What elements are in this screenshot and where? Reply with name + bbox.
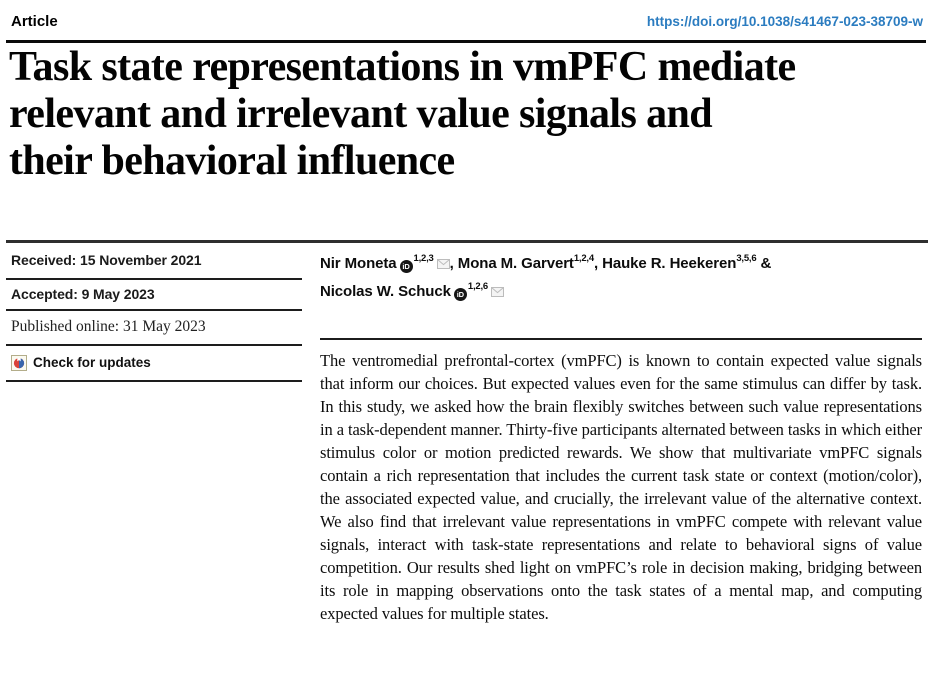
orcid-icon[interactable]: iD [454, 288, 467, 301]
paper-title-line-3: their behavioral influence [9, 138, 455, 184]
accepted-row [6, 280, 302, 311]
doi-link[interactable]: https://doi.org/10.1038/s41467-023-38709-w [646, 14, 923, 29]
metadata-column [6, 243, 302, 382]
author-name: Nir Moneta [320, 254, 397, 272]
author-affiliations: 1,2,4 [573, 252, 594, 264]
author-separator: , [593, 254, 603, 272]
paper-title [9, 44, 925, 185]
received-date: Received: 15 November 2021 [11, 252, 202, 268]
email-icon[interactable] [437, 253, 450, 276]
author-line-2 [320, 276, 922, 304]
author-affiliations: 3,5,6 [736, 252, 757, 264]
paper-title-line-2: relevant and irrelevant value signals and [9, 91, 713, 137]
accepted-date: Accepted: 9 May 2023 [11, 286, 155, 302]
author-line-1 [320, 248, 922, 276]
author-separator: & [756, 254, 772, 272]
published-row [6, 311, 302, 346]
abstract-text: The ventromedial prefrontal-cortex (vmPFC) is known to contain expected value signals that inform our choices. But expected values even for the same stimulus can differ by task. In this study, we asked how the brain flexibly switches between such value representations in a task-dependent manner. Thirty-five participants alternated between tasks in which either stimulus color or motion predicted rewards. We show that multivariate vmPFC signals contain a rich representation that includes the current task state or context (motion/color), the associated expected value, and crucially, the irrelevant value of the alternative context. We also find that irrelevant value representations in vmPFC compete with relevant value signals, interact with task-state representations and relate to behavioral signs of value competition. Our results shed light on vmPFC’s role in decision making, bridging between its role in mapping observations onto the task states of a mental map, and computing expected values for multiple states. [320, 351, 922, 623]
crossmark-icon [11, 355, 27, 371]
author-separator: , [449, 254, 458, 272]
author-affiliations: 1,2,6 [467, 280, 488, 292]
content-column [320, 243, 922, 626]
paper-title-line-1: Task state representations in vmPFC mediate [9, 44, 796, 90]
check-for-updates-label: Check for updates [33, 355, 151, 370]
header-divider [6, 40, 926, 43]
article-type-label: Article [11, 13, 58, 30]
page-header [11, 13, 923, 30]
orcid-icon[interactable]: iD [400, 260, 413, 273]
check-for-updates-badge[interactable] [6, 346, 302, 382]
published-online-date: Published online: 31 May 2023 [11, 318, 206, 335]
author-list [320, 243, 922, 304]
abstract-divider [320, 338, 922, 341]
author-name: Hauke R. Heekeren [602, 254, 737, 272]
author-affiliations: 1,2,3 [413, 252, 434, 264]
received-row [6, 243, 302, 280]
email-icon[interactable] [491, 281, 504, 304]
author-name: Mona M. Garvert [457, 254, 574, 272]
author-name: Nicolas W. Schuck [320, 282, 451, 300]
